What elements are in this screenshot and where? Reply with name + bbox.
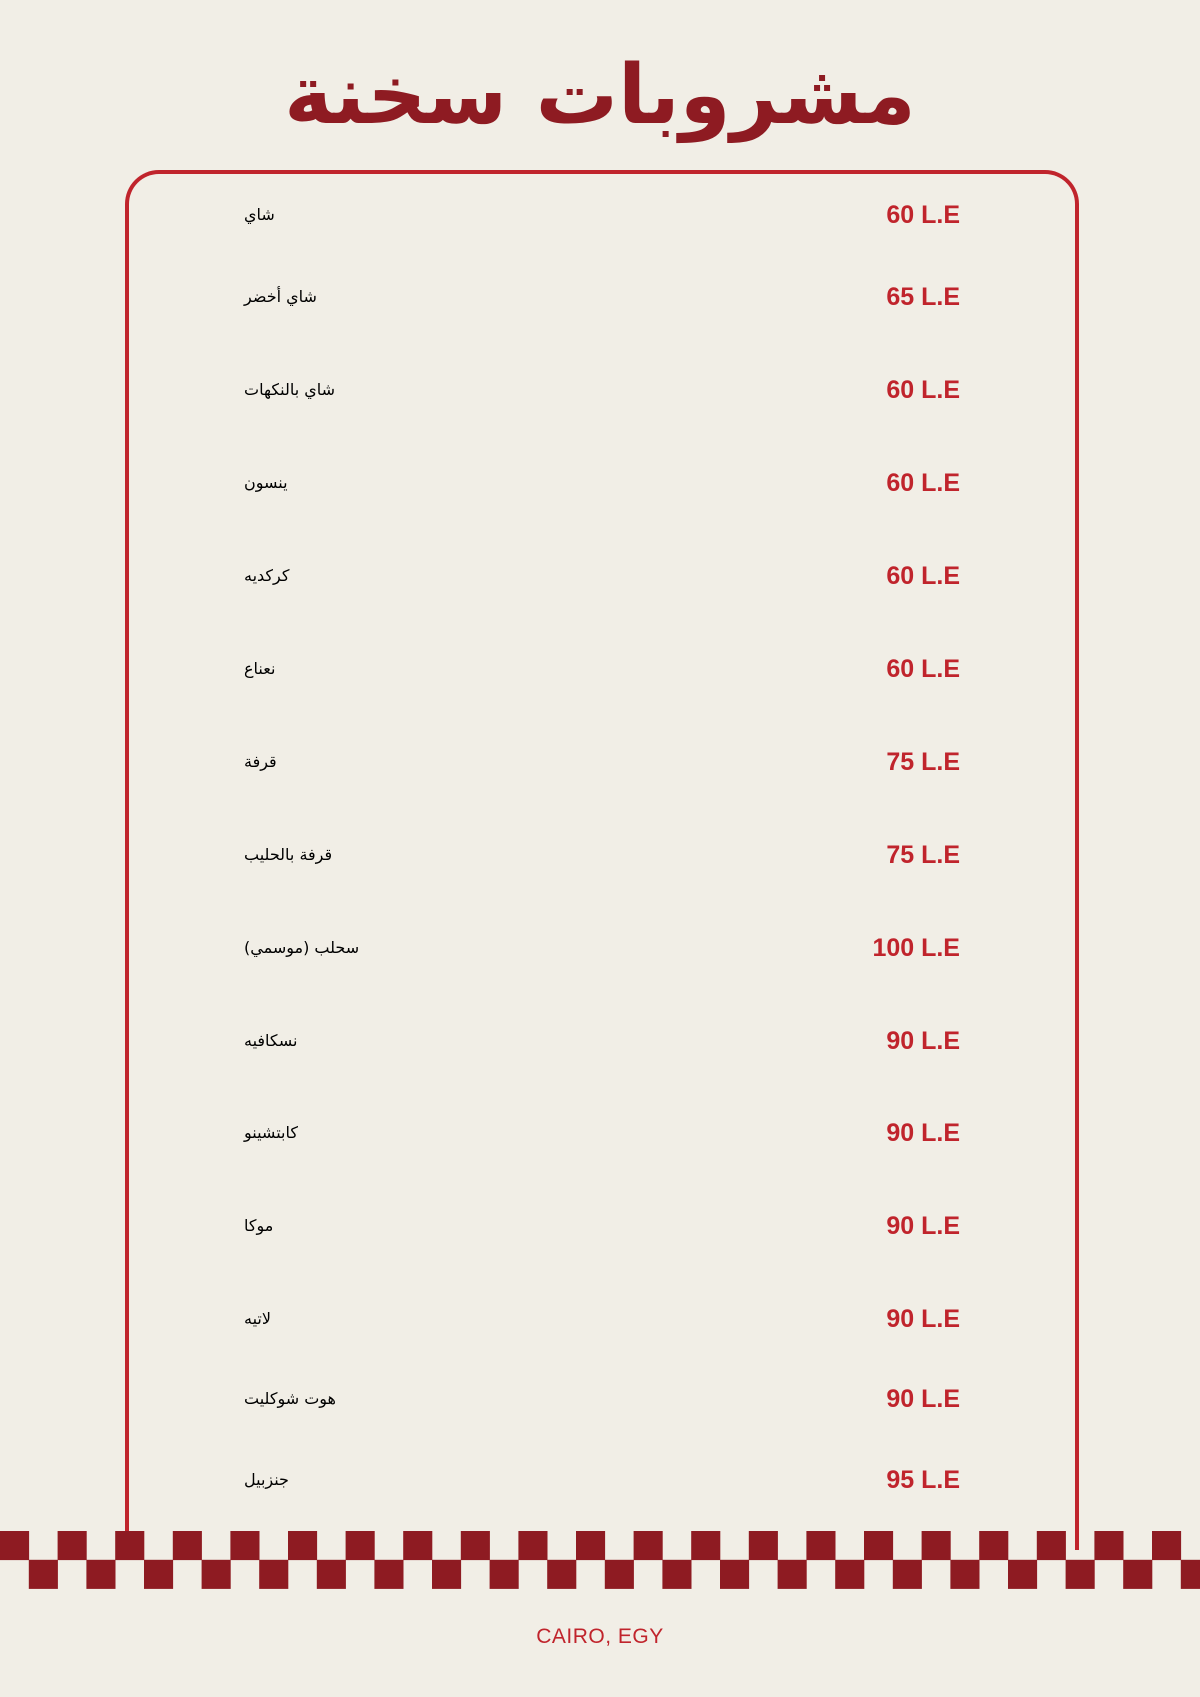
item-name: جنزبيل xyxy=(244,1470,289,1489)
checker-square xyxy=(202,1560,231,1589)
checker-square xyxy=(29,1560,58,1589)
checker-square xyxy=(835,1560,864,1589)
item-price: 90 L.E xyxy=(886,1027,960,1055)
checker-square xyxy=(144,1560,173,1589)
menu-item xyxy=(0,1294,1200,1344)
checker-square xyxy=(518,1531,547,1560)
checker-square xyxy=(778,1560,807,1589)
checker-square xyxy=(58,1531,87,1560)
checker-square xyxy=(1123,1560,1152,1589)
checker-square xyxy=(605,1560,634,1589)
menu-item xyxy=(0,365,1200,415)
item-price: 90 L.E xyxy=(886,1212,960,1240)
checker-square xyxy=(259,1560,288,1589)
menu-item xyxy=(0,1455,1200,1505)
checker-square xyxy=(461,1531,490,1560)
checker-square xyxy=(230,1531,259,1560)
checker-square xyxy=(893,1560,922,1589)
menu-item xyxy=(0,1374,1200,1424)
item-price: 60 L.E xyxy=(886,562,960,590)
menu-item xyxy=(0,1201,1200,1251)
checker-square xyxy=(1181,1560,1200,1589)
item-price: 90 L.E xyxy=(886,1119,960,1147)
checker-square xyxy=(691,1531,720,1560)
item-name: ينسون xyxy=(244,473,288,492)
page-title: مشروبات سخنة xyxy=(284,48,916,143)
menu-item xyxy=(0,737,1200,787)
item-price: 90 L.E xyxy=(886,1385,960,1413)
item-price: 75 L.E xyxy=(886,841,960,869)
menu-item xyxy=(0,644,1200,694)
item-name: نعناع xyxy=(244,659,276,678)
checker-square xyxy=(662,1560,691,1589)
checker-square xyxy=(374,1560,403,1589)
checker-square xyxy=(317,1560,346,1589)
item-name: قرفة بالحليب xyxy=(244,845,333,864)
checker-square xyxy=(634,1531,663,1560)
item-name: سحلب (موسمي) xyxy=(244,938,360,957)
checker-square xyxy=(1037,1531,1066,1560)
checker-square xyxy=(173,1531,202,1560)
item-price: 90 L.E xyxy=(886,1305,960,1333)
item-name: نسكافيه xyxy=(244,1031,298,1050)
checker-square xyxy=(0,1531,29,1560)
checker-square xyxy=(115,1531,144,1560)
menu-item xyxy=(0,458,1200,508)
item-name: كابتشينو xyxy=(244,1123,298,1142)
checker-square xyxy=(346,1531,375,1560)
item-name: كركديه xyxy=(244,566,290,585)
item-price: 60 L.E xyxy=(886,655,960,683)
menu-item xyxy=(0,551,1200,601)
menu-item xyxy=(0,923,1200,973)
item-price: 100 L.E xyxy=(872,934,960,962)
checker-square xyxy=(432,1560,461,1589)
item-price: 65 L.E xyxy=(886,283,960,311)
checker-square xyxy=(403,1531,432,1560)
item-name: شاي أخضر xyxy=(244,287,317,306)
checker-square xyxy=(576,1531,605,1560)
item-price: 75 L.E xyxy=(886,748,960,776)
item-price: 60 L.E xyxy=(886,469,960,497)
item-name: شاي بالنكهات xyxy=(244,380,336,399)
item-name: شاي xyxy=(244,205,275,224)
checker-square xyxy=(288,1531,317,1560)
checker-square xyxy=(1008,1560,1037,1589)
menu-item xyxy=(0,1016,1200,1066)
footer-location: CAIRO, EGY xyxy=(536,1625,664,1648)
checker-square xyxy=(922,1531,951,1560)
menu-item xyxy=(0,272,1200,322)
item-price: 60 L.E xyxy=(886,201,960,229)
checker-square xyxy=(950,1560,979,1589)
menu-item xyxy=(0,190,1200,240)
checker-square xyxy=(1094,1531,1123,1560)
item-name: موكا xyxy=(244,1216,274,1235)
checker-square xyxy=(979,1531,1008,1560)
menu-item xyxy=(0,830,1200,880)
item-price: 95 L.E xyxy=(886,1466,960,1494)
item-name: هوت شوكليت xyxy=(244,1389,336,1408)
checker-square xyxy=(806,1531,835,1560)
item-price: 60 L.E xyxy=(886,376,960,404)
menu-item xyxy=(0,1108,1200,1158)
checker-square xyxy=(547,1560,576,1589)
checker-square xyxy=(1152,1531,1181,1560)
checker-square xyxy=(749,1531,778,1560)
checkerboard-border xyxy=(0,1531,1200,1589)
checker-square xyxy=(1066,1560,1095,1589)
checker-square xyxy=(720,1560,749,1589)
item-name: لاتيه xyxy=(244,1309,271,1328)
item-name: قرفة xyxy=(244,752,277,771)
checker-square xyxy=(86,1560,115,1589)
checker-square xyxy=(490,1560,519,1589)
checker-square xyxy=(864,1531,893,1560)
